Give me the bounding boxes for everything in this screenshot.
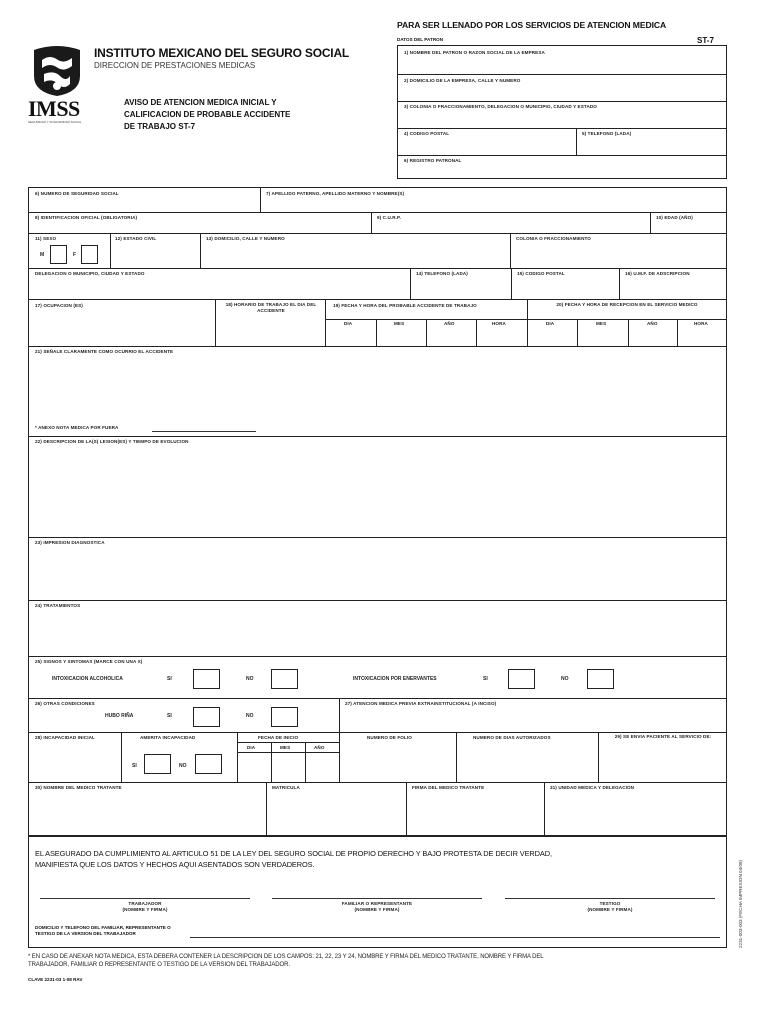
worker-phone-field[interactable]: 14) TELEFONO (LADA) xyxy=(416,271,468,276)
fill-notice: PARA SER LLENADO POR LOS SERVICIOS DE ATENCION MEDICA xyxy=(397,20,667,30)
worker-postal-field[interactable]: 15) CODIGO POSTAL xyxy=(517,271,565,276)
declaration-text xyxy=(35,848,552,870)
logo-subtitle: SEGURIDAD Y SOLIDARIDAD SOCIAL xyxy=(28,120,82,124)
accident-hour-col: HORA xyxy=(492,321,506,326)
witness-signature-sub: (NOMBRE Y FIRMA) xyxy=(587,907,633,912)
patron-name-field[interactable]: 1) NOMBRE DEL PATRON O RAZON SOCIAL DE LA EMPRESA xyxy=(404,50,545,55)
reception-datetime-label: 20) FECHA Y HORA DE RECEPCION EN EL SERVICIO MEDICO xyxy=(556,302,698,307)
alcohol-intox-label: INTOXICACION ALCOHOLICA xyxy=(52,676,123,682)
title-line-3: DE TRABAJO ST-7 xyxy=(124,122,196,131)
doctor-signature-field[interactable]: FIRMA DEL MEDICO TRATANTE xyxy=(412,785,485,790)
accident-year-col: AÑO xyxy=(444,321,455,326)
imss-eagle-icon xyxy=(28,46,86,98)
alcohol-no-checkbox[interactable] xyxy=(271,669,298,689)
alcohol-si-label: SI xyxy=(167,676,172,682)
fight-no-label: NO xyxy=(246,713,254,719)
start-month-col: MES xyxy=(280,745,291,750)
folio-field[interactable]: NUMERO DE FOLIO xyxy=(367,735,412,740)
drug-si-checkbox[interactable] xyxy=(508,669,535,689)
family-signature-sub: (NOMBRE Y FIRMA) xyxy=(354,907,400,912)
footer-note-line-1: * EN CASO DE ANEXAR NOTA MEDICA, ESTA DEBERA CONTENER LA DESCRIPCION DE LOS CAMPOS: 21, 22, 23 Y 24, NOMBRE Y FIRMA DEL MEDICO TRATANTE, NOMBRE Y FIRMA DEL xyxy=(28,954,544,960)
civil-status-field[interactable]: 12) ESTADO CIVIL xyxy=(115,236,157,241)
accident-description-field[interactable]: 21) SEÑALE CLARAMENTE COMO OCURRIO EL ACCIDENTE xyxy=(35,349,174,354)
patron-phone-field[interactable]: 5) TELEFONO (LADA) xyxy=(582,131,632,136)
worker-municipio-field[interactable]: DELEGACION O MUNICIPIO, CIUDAD Y ESTADO xyxy=(35,271,145,276)
worker-name-field[interactable]: 7) APELLIDO PATERNO, APELLIDO MATERNO Y NOMBRE(S) xyxy=(266,191,405,196)
requires-disability-label: AMERITA INCAPACIDAD xyxy=(140,735,196,740)
work-schedule-field[interactable]: 18) HORARIO DE TRABAJO EL DIA DEL ACCIDENTE xyxy=(225,302,317,313)
start-date-label: FECHA DE INICIO xyxy=(258,735,299,740)
accident-month-col: MES xyxy=(394,321,405,326)
title-line-2: CALIFICACION DE PROBABLE ACCIDENTE xyxy=(124,110,291,119)
sex-m-label: M xyxy=(40,252,45,258)
patron-registry-field[interactable]: 6) REGISTRO PATRONAL xyxy=(404,158,462,163)
drug-no-label: NO xyxy=(561,676,569,682)
umf-field[interactable]: 16) U.M.F. DE ADSCRIPCION xyxy=(625,271,690,276)
reception-year-col: AÑO xyxy=(647,321,658,326)
witness-address-line-2: TESTIGO DE LA VERSION DEL TRABAJADOR xyxy=(35,931,136,936)
logo-text: IMSS xyxy=(28,96,80,121)
referral-service-field[interactable]: 29) SE ENVIA PACIENTE AL SERVICIO DE: xyxy=(614,734,712,739)
form-clave: CLAVE 2231-03 1-08 RAV xyxy=(28,977,83,982)
footer-note-line-2: TRABAJADOR, FAMILIAR O REPRESENTANTE O TESTIGO DE LA VERSION DEL TRABAJADOR. xyxy=(28,962,290,968)
disability-si-checkbox[interactable] xyxy=(144,754,171,774)
registration-field[interactable]: MATRICULA xyxy=(272,785,300,790)
patron-colonia-field[interactable]: 3) COLONIA O FRACCIONAMIENTO, DELEGACION O MUNICIPIO, CIUDAD Y ESTADO xyxy=(404,104,597,109)
other-conditions-label: 26) OTRAS CONDICIONES xyxy=(35,701,95,706)
accident-datetime-label: 19) FECHA Y HORA DEL PROBABLE ACCIDENTE DE TRABAJO xyxy=(333,303,477,308)
medical-unit-field[interactable]: 31) UNIDAD MEDICA Y DELEGACION xyxy=(550,785,635,790)
id-field[interactable]: 8) IDENTIFICACION OFICIAL (OBLIGATORIA) xyxy=(35,215,138,220)
patron-section-label: DATOS DEL PATRON xyxy=(397,37,444,42)
witness-address-line-1: DOMICILIO Y TELEFONO DEL FAMILIAR, REPRESENTANTE O xyxy=(35,925,171,930)
disability-no-checkbox[interactable] xyxy=(195,754,222,774)
patron-address-field[interactable]: 2) DOMICILIO DE LA EMPRESA, CALLE Y NUMERO xyxy=(404,78,521,83)
direction-name: DIRECCION DE PRESTACIONES MEDICAS xyxy=(94,61,256,70)
fight-si-label: SI xyxy=(167,713,172,719)
curp-field[interactable]: 9) C.U.R.P. xyxy=(377,215,401,220)
signs-symptoms-label: 25) SIGNOS Y SINTOMAS (MARCE CON UNA X) xyxy=(35,659,143,664)
disability-no-label: NO xyxy=(179,763,187,769)
occupation-field[interactable]: 17) OCUPACION (ES) xyxy=(35,303,83,308)
declaration-line-2: MANIFIESTA QUE LOS DATOS Y HECHOS AQUI ASENTADOS SON VERDADEROS. xyxy=(35,860,315,869)
sex-m-checkbox[interactable] xyxy=(50,245,67,264)
start-day-col: DIA xyxy=(247,745,256,750)
reception-month-col: MES xyxy=(596,321,607,326)
title-line-1: AVISO DE ATENCION MEDICA INICIAL Y xyxy=(124,98,277,107)
worker-signature-title: TRABAJADOR xyxy=(128,901,162,906)
attached-note-label: * ANEXO NOTA MEDICA POR FUERA xyxy=(35,425,119,430)
fight-label: HUBO RIÑA xyxy=(105,713,134,719)
treatment-field[interactable]: 24) TRATAMIENTOS xyxy=(35,603,81,608)
age-field[interactable]: 10) EDAD (AÑO) xyxy=(656,215,693,220)
alcohol-si-checkbox[interactable] xyxy=(193,669,220,689)
family-signature-title: FAMILIAR O REPRESENTANTE xyxy=(341,901,413,906)
fight-no-checkbox[interactable] xyxy=(271,707,298,727)
fight-si-checkbox[interactable] xyxy=(193,707,220,727)
start-year-col: AÑO xyxy=(314,745,325,750)
disability-si-label: SI xyxy=(132,763,137,769)
reception-hour-col: HORA xyxy=(694,321,708,326)
worker-colonia-field[interactable]: COLONIA O FRACCIONAMIENTO xyxy=(516,236,591,241)
sex-f-checkbox[interactable] xyxy=(81,245,98,264)
nss-field[interactable]: 6) NUMERO DE SEGURIDAD SOCIAL xyxy=(35,191,119,196)
prior-care-field[interactable]: 27) ATENCION MEDICA PREVIA EXTRAINSTITUCIONAL (A INCISO) xyxy=(345,701,497,706)
drug-no-checkbox[interactable] xyxy=(587,669,614,689)
side-code: 2231-003-003 (FECHA IMPRESION 04/08) xyxy=(738,859,743,948)
alcohol-no-label: NO xyxy=(246,676,254,682)
worker-signature-sub: (NOMBRE Y FIRMA) xyxy=(122,907,168,912)
worker-address-field[interactable]: 13) DOMICILIO, CALLE Y NUMERO xyxy=(206,236,285,241)
witness-address-line[interactable] xyxy=(190,937,720,938)
doctor-name-field[interactable]: 30) NOMBRE DEL MEDICO TRATANTE xyxy=(35,785,122,790)
witness-address-label xyxy=(35,925,171,937)
institution-name: INSTITUTO MEXICANO DEL SEGURO SOCIAL xyxy=(94,46,350,60)
authorized-days-field[interactable]: NUMERO DE DIAS AUTORIZADOS xyxy=(473,735,551,740)
sex-f-label: F xyxy=(73,252,77,258)
accident-day-col: DIA xyxy=(344,321,353,326)
imss-logo xyxy=(28,46,86,124)
drug-intox-label: INTOXICACION POR ENERVANTES xyxy=(353,676,437,682)
footer-note xyxy=(28,953,544,969)
form-code: ST-7 xyxy=(697,36,714,45)
document-title xyxy=(124,97,290,133)
reception-day-col: DIA xyxy=(546,321,555,326)
lesion-description-field[interactable]: 22) DESCRIPCION DE LA(S) LESION(ES) Y TIEMPO DE EVOLUCION xyxy=(35,439,189,444)
diagnostic-field[interactable]: 23) IMPRESION DIAGNOSTICA xyxy=(35,540,105,545)
witness-signature-title: TESTIGO xyxy=(599,901,621,906)
declaration-line-1: EL ASEGURADO DA CUMPLIMIENTO AL ARTICULO 51 DE LA LEY DEL SEGURO SOCIAL DE PROPIO DERECHO Y BAJO PROTESTA DE DECIR VERDAD, xyxy=(35,849,552,858)
sex-label: 11) SEXO xyxy=(35,236,57,241)
drug-si-label: SI xyxy=(483,676,488,682)
initial-disability-label: 28) INCAPACIDAD INICIAL xyxy=(35,735,95,740)
patron-postal-field[interactable]: 4) CODIGO POSTAL xyxy=(404,131,450,136)
